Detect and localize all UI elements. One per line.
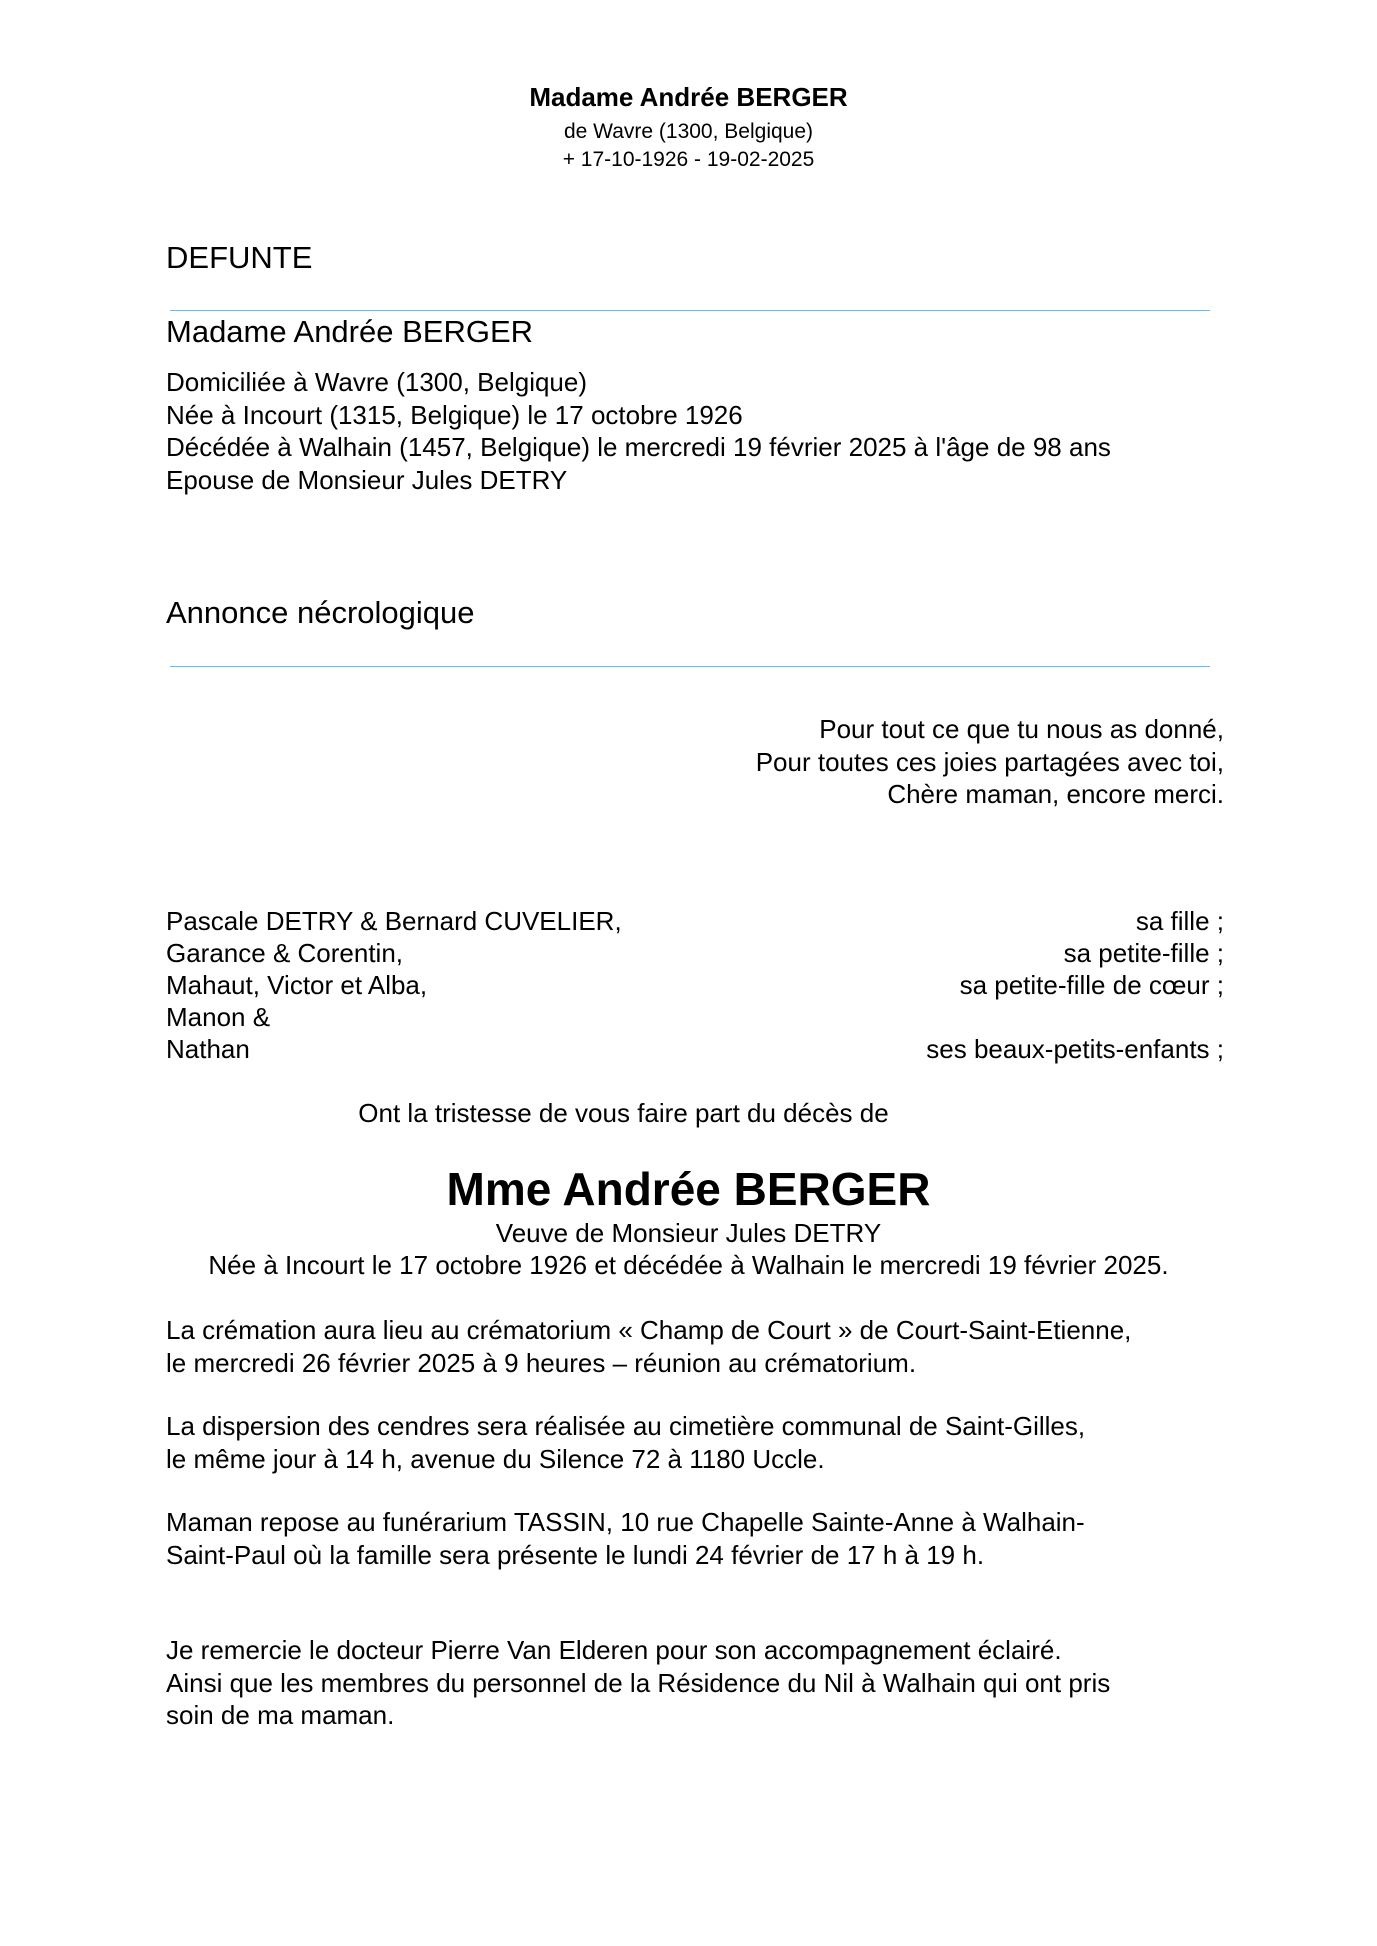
paragraph-line: le même jour à 14 h, avenue du Silence 72 à 1180 Uccle.: [166, 1443, 825, 1474]
paragraph-line: le mercredi 26 février 2025 à 9 heures – réunion au crématorium.: [166, 1347, 917, 1378]
thanks-paragraph: [166, 1634, 1110, 1732]
paragraph-line: soin de ma maman.: [166, 1700, 395, 1730]
section-title-annonce: Annonce nécrologique: [166, 595, 475, 630]
section-divider: [170, 310, 1210, 311]
section-divider: [170, 666, 1210, 667]
relative-row: [166, 938, 1224, 970]
relative-relation: sa fille ;: [1135, 906, 1224, 936]
relative-row: [166, 1034, 1224, 1066]
widow-line: Veuve de Monsieur Jules DETRY: [495, 1218, 882, 1248]
born-died-line: Née à Incourt le 17 octobre 1926 et décédée à Walhain le mercredi 19 février 2025.: [208, 1250, 1169, 1280]
relative-relation: sa petite-fille de cœur ;: [959, 970, 1224, 1000]
deceased-details: [166, 366, 1111, 496]
relative-name: Pascale DETRY & Bernard CUVELIER,: [166, 906, 622, 936]
paragraph-line: Maman repose au funérarium TASSIN, 10 rue Chapelle Sainte-Anne à Walhain-: [166, 1507, 1085, 1537]
relative-row: [166, 906, 1224, 938]
header-name: Madame Andrée BERGER: [529, 82, 848, 112]
detail-line: Née à Incourt (1315, Belgique) le 17 octobre 1926: [166, 399, 743, 430]
section-title-defunte: DEFUNTE: [166, 240, 313, 275]
paragraph-line: Je remercie le docteur Pierre Van Elderen pour son accompagnement éclairé.: [166, 1635, 1062, 1665]
paragraph-line: La dispersion des cendres sera réalisée au cimetière communal de Saint-Gilles,: [166, 1411, 1086, 1441]
relative-name: Mahaut, Victor et Alba,: [166, 970, 428, 1000]
paragraph-line: Ainsi que les membres du personnel de la Résidence du Nil à Walhain qui ont pris: [166, 1667, 1111, 1698]
header-dates: + 17-10-1926 - 19-02-2025: [562, 148, 815, 171]
poem-line: Chère maman, encore merci.: [887, 779, 1224, 809]
announcement-intro: [0, 1097, 1377, 1130]
ashes-paragraph: [166, 1410, 1085, 1475]
detail-line: Décédée à Walhain (1457, Belgique) le mercredi 19 février 2025 à l'âge de 98 ans: [166, 432, 1111, 462]
funerarium-paragraph: [166, 1506, 1085, 1571]
paragraph-line: La crémation aura lieu au crématorium « Champ de Court » de Court-Saint-Etienne,: [166, 1315, 1132, 1345]
relative-name: Nathan: [166, 1034, 250, 1064]
detail-line: Epouse de Monsieur Jules DETRY: [166, 464, 568, 495]
relative-row: [166, 970, 1224, 1002]
relative-row: [166, 1002, 1224, 1034]
relative-relation: sa petite-fille ;: [1063, 938, 1224, 968]
header-location: de Wavre (1300, Belgique): [563, 120, 814, 143]
poem-line: Pour toutes ces joies partagées avec toi,: [755, 746, 1224, 777]
intro-text: Ont la tristesse de vous faire part du décès de: [358, 1098, 889, 1128]
relative-name: Manon &: [166, 1002, 271, 1032]
poem-line: Pour tout ce que tu nous as donné,: [819, 714, 1224, 744]
relative-name: Garance & Corentin,: [166, 938, 404, 968]
deceased-name: Madame Andrée BERGER: [166, 314, 534, 349]
poem: [756, 713, 1224, 811]
detail-line: Domiciliée à Wavre (1300, Belgique): [166, 367, 588, 397]
announced-name: Mme Andrée BERGER: [446, 1163, 931, 1215]
relative-relation: ses beaux-petits-enfants ;: [926, 1034, 1224, 1064]
paragraph-line: Saint-Paul où la famille sera présente le lundi 24 février de 17 h à 19 h.: [166, 1539, 985, 1570]
cremation-paragraph: [166, 1314, 1131, 1379]
